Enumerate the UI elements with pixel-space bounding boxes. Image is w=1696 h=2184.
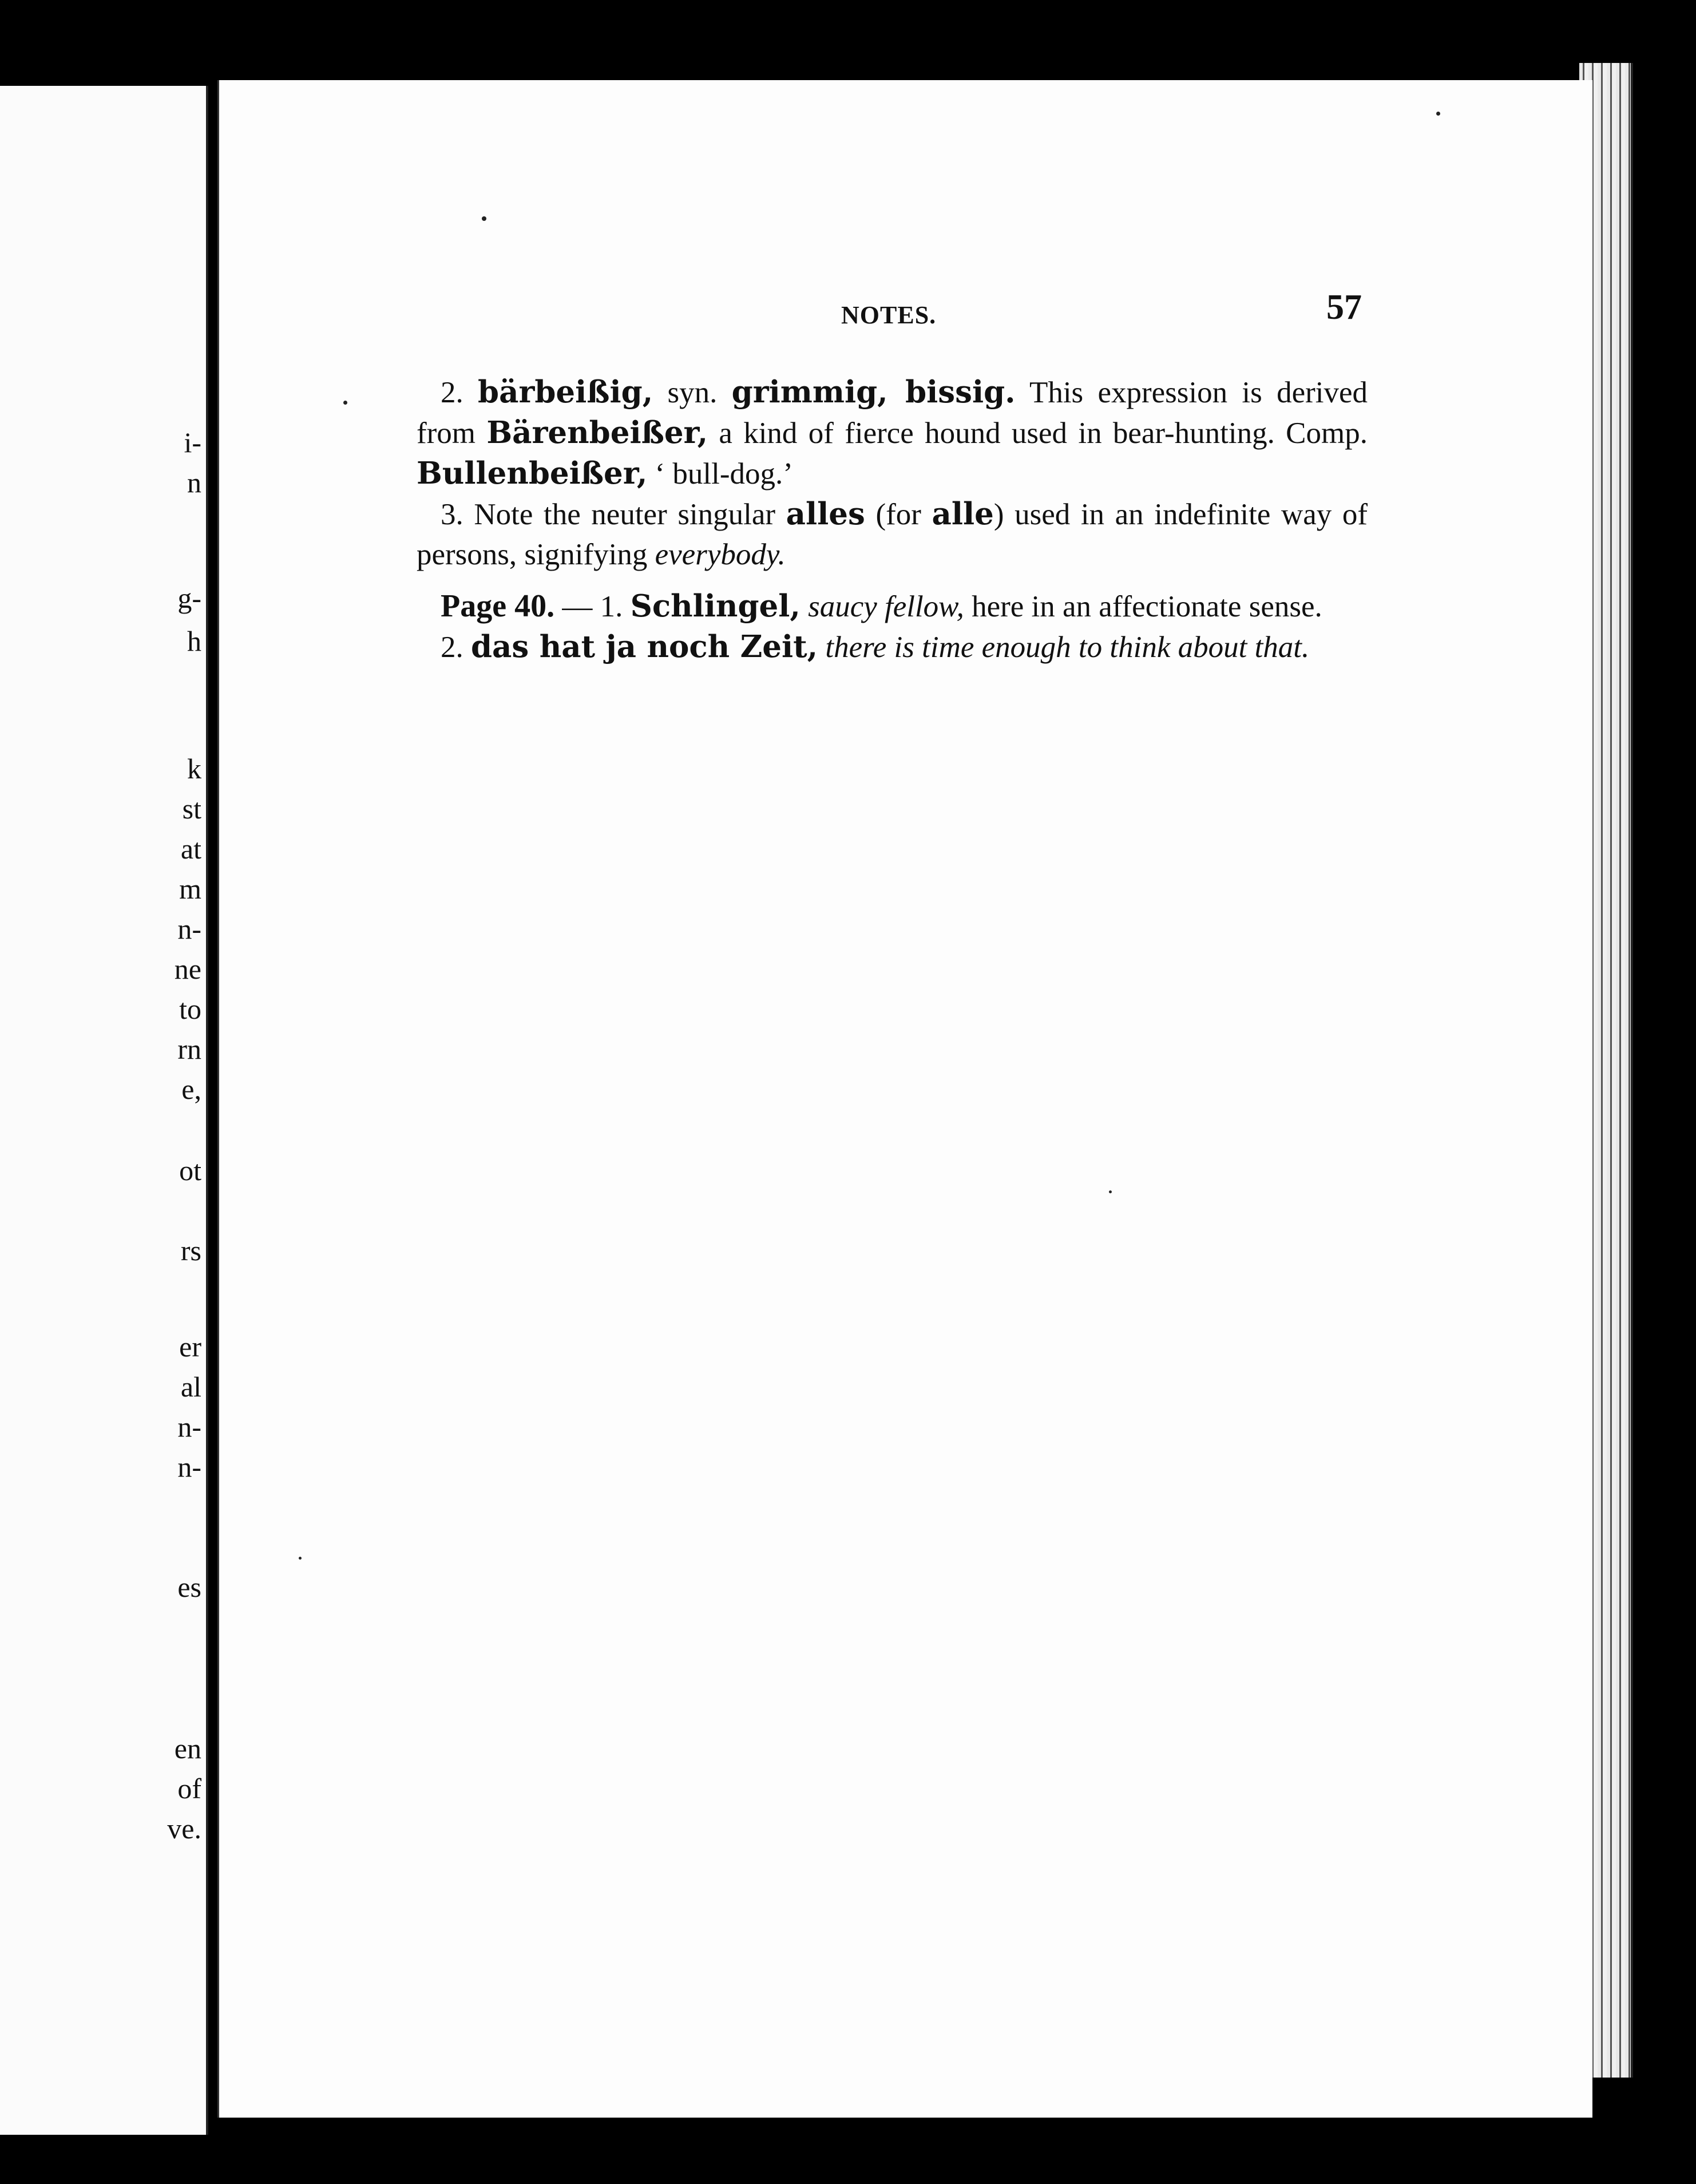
italic-gloss: there is time enough to think about that. <box>825 631 1310 664</box>
note-text: Note the neuter singular <box>463 498 786 531</box>
german-term: grimmig, bissig. <box>731 374 1016 410</box>
note-number: 1. <box>600 590 623 623</box>
note-number: 2. <box>441 631 463 664</box>
scan-speck <box>299 1557 302 1560</box>
left-page-fragment: es <box>177 1571 201 1603</box>
left-page-fragment: rs <box>180 1235 201 1267</box>
left-page-fragment: n- <box>177 1411 201 1443</box>
left-page-fragment: k <box>187 753 201 785</box>
left-page-fragment: e, <box>181 1073 201 1105</box>
notes-body <box>417 372 1368 667</box>
scan-speck <box>1436 112 1440 116</box>
running-head: NOTES. <box>841 301 937 329</box>
note-paragraph <box>417 494 1368 575</box>
left-page-fragment: rn <box>177 1033 201 1065</box>
note-paragraph <box>417 586 1368 627</box>
left-page-fragment: st <box>182 793 201 825</box>
left-page-fragment: ve. <box>167 1813 201 1845</box>
dash: — <box>554 590 600 623</box>
note-text: ) used in an indefinite way of persons, signifying <box>417 498 1368 571</box>
german-term: bärbeißig, <box>478 374 653 410</box>
facing-page <box>0 86 208 2135</box>
german-term: Bärenbeißer, <box>486 415 708 450</box>
page-number: 57 <box>1326 288 1362 327</box>
note-number: 2. <box>441 376 463 409</box>
italic-gloss: saucy fellow, <box>808 590 964 623</box>
left-page-fragment: of <box>177 1772 201 1805</box>
note-text: This expression is derived from <box>417 376 1368 450</box>
german-term: das hat ja noch Zeit, <box>471 629 818 664</box>
german-term: Bullenbeißer, <box>417 456 648 491</box>
italic-gloss: everybody. <box>655 538 786 571</box>
left-page-fragment: ot <box>179 1154 201 1186</box>
note-paragraph <box>417 627 1368 667</box>
note-text: (for <box>865 498 932 531</box>
german-term: Schlingel, <box>630 588 801 624</box>
scan-speck <box>1109 1190 1112 1193</box>
left-page-fragment: al <box>180 1371 201 1403</box>
scan-speck <box>482 216 486 221</box>
page-reference: Page 40. <box>441 588 555 624</box>
left-page-fragment: en <box>174 1732 201 1764</box>
note-text: a kind of fierce hound used in bear-hunting. Comp. <box>708 417 1368 450</box>
note-text: ‘ bull-dog.’ <box>647 457 793 490</box>
left-page-fragment: er <box>179 1331 201 1363</box>
left-page-fragment: n- <box>177 1451 201 1483</box>
note-paragraph <box>417 372 1368 494</box>
note-text: syn. <box>653 376 732 409</box>
left-page-fragment: h <box>187 625 201 657</box>
note-number: 3. <box>441 498 463 531</box>
left-page-fragment: m <box>179 873 201 905</box>
left-page-fragment: g- <box>177 582 201 614</box>
left-page-fragment: i- <box>184 426 201 458</box>
left-page-fragment: n- <box>177 913 201 945</box>
left-page-fragment: at <box>180 833 201 865</box>
left-page-fragment: to <box>179 993 201 1025</box>
german-term: alle <box>932 496 994 532</box>
left-page-fragment: ne <box>174 953 201 985</box>
scan-speck <box>343 401 347 405</box>
note-text: here in an affectionate sense. <box>964 590 1322 623</box>
german-term: alles <box>786 496 865 532</box>
left-page-fragment: n <box>187 466 201 498</box>
